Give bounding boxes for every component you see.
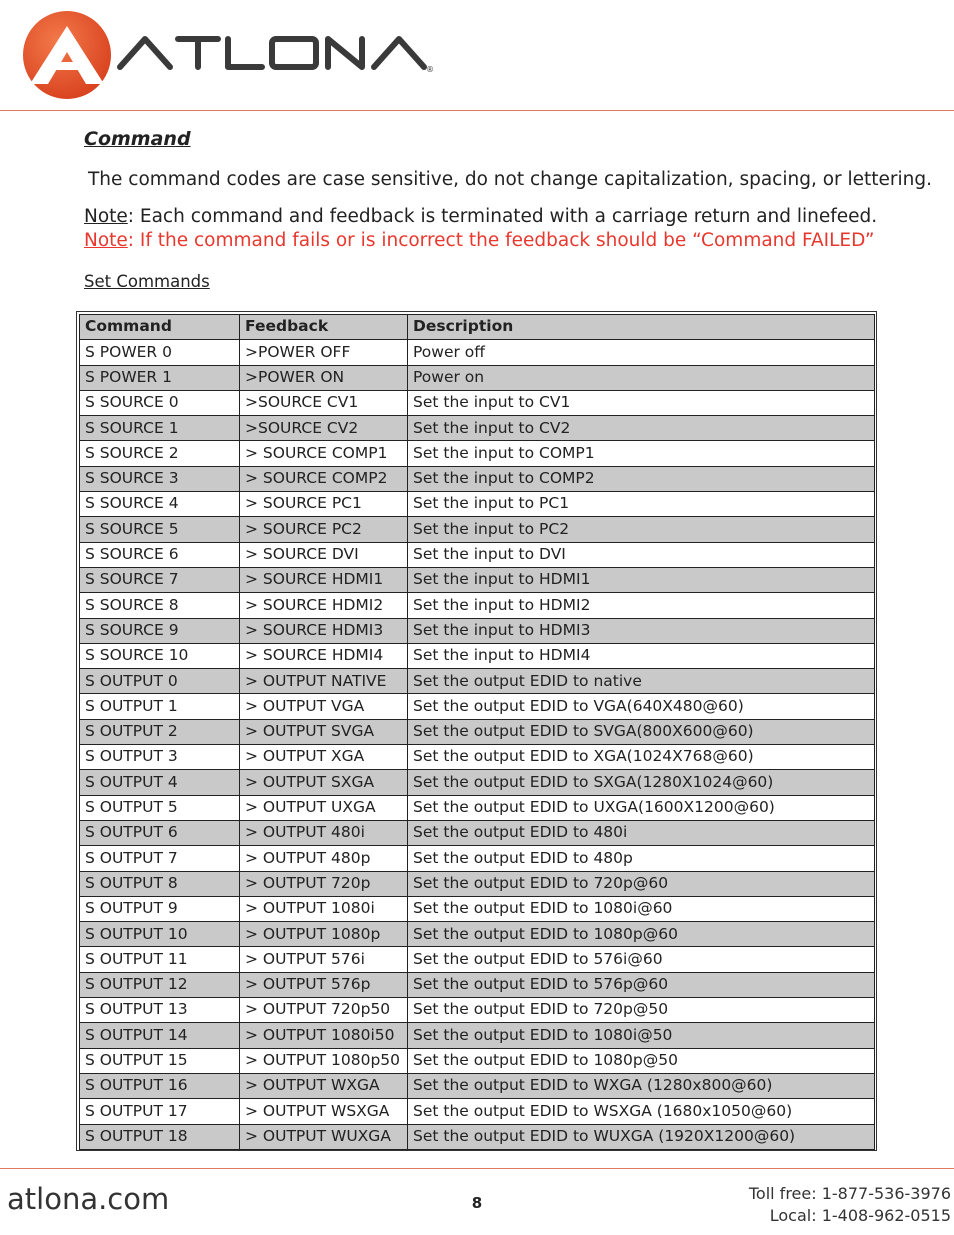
cell-description: Set the output EDID to WSXGA (1680x1050@60) xyxy=(408,1099,875,1124)
table-row xyxy=(80,972,875,997)
cell-command: S OUTPUT 9 xyxy=(80,896,240,921)
column-header-feedback: Feedback xyxy=(240,315,408,340)
cell-feedback: > SOURCE COMP2 xyxy=(240,466,408,491)
table-row xyxy=(80,820,875,845)
cell-description: Set the input to COMP1 xyxy=(408,441,875,466)
cell-feedback: > OUTPUT 1080i xyxy=(240,896,408,921)
table-header-row xyxy=(80,315,875,340)
cell-description: Set the output EDID to WXGA (1280x800@60) xyxy=(408,1073,875,1098)
section-title: Command xyxy=(84,128,191,150)
table-row xyxy=(80,492,875,517)
cell-description: Set the output EDID to 480p xyxy=(408,846,875,871)
footer-divider xyxy=(0,1168,954,1169)
cell-command: S OUTPUT 4 xyxy=(80,770,240,795)
cell-description: Set the output EDID to native xyxy=(408,669,875,694)
cell-feedback: > OUTPUT VGA xyxy=(240,694,408,719)
cell-feedback: > OUTPUT SXGA xyxy=(240,770,408,795)
cell-command: S OUTPUT 17 xyxy=(80,1099,240,1124)
cell-command: S SOURCE 8 xyxy=(80,593,240,618)
column-header-description: Description xyxy=(408,315,875,340)
cell-description: Set the output EDID to XGA(1024X768@60) xyxy=(408,745,875,770)
cell-description: Set the output EDID to 1080i@60 xyxy=(408,896,875,921)
cell-feedback: > OUTPUT WUXGA xyxy=(240,1124,408,1149)
cell-feedback: > OUTPUT 1080i50 xyxy=(240,1023,408,1048)
cell-description: Set the input to PC1 xyxy=(408,492,875,517)
cell-feedback: > OUTPUT 1080p50 xyxy=(240,1048,408,1073)
table-row xyxy=(80,1073,875,1098)
cell-description: Set the input to HDMI2 xyxy=(408,593,875,618)
atlona-logo xyxy=(22,22,432,90)
cell-command: S OUTPUT 16 xyxy=(80,1073,240,1098)
note-text: : If the command fails or is incorrect the feedback should be “Command FAILED” xyxy=(127,230,875,251)
cell-description: Power off xyxy=(408,340,875,365)
cell-description: Set the output EDID to 576i@60 xyxy=(408,947,875,972)
cell-description: Set the output EDID to 1080p@50 xyxy=(408,1048,875,1073)
cell-description: Set the input to HDMI4 xyxy=(408,643,875,668)
cell-description: Power on xyxy=(408,365,875,390)
logo-mark-icon xyxy=(23,11,111,99)
cell-command: S OUTPUT 1 xyxy=(80,694,240,719)
table-row xyxy=(80,618,875,643)
cell-command: S SOURCE 7 xyxy=(80,567,240,592)
table-row xyxy=(80,365,875,390)
table-row xyxy=(80,947,875,972)
cell-command: S OUTPUT 3 xyxy=(80,745,240,770)
table-row xyxy=(80,896,875,921)
cell-command: S OUTPUT 14 xyxy=(80,1023,240,1048)
note-label: Note xyxy=(84,230,128,251)
page-header xyxy=(0,0,954,112)
cell-command: S OUTPUT 6 xyxy=(80,820,240,845)
cell-description: Set the input to HDMI3 xyxy=(408,618,875,643)
cell-feedback: > OUTPUT 576i xyxy=(240,947,408,972)
cell-feedback: > OUTPUT WSXGA xyxy=(240,1099,408,1124)
cell-feedback: > OUTPUT 720p50 xyxy=(240,998,408,1023)
cell-command: S OUTPUT 8 xyxy=(80,871,240,896)
cell-feedback: >SOURCE CV1 xyxy=(240,390,408,415)
cell-command: S SOURCE 6 xyxy=(80,542,240,567)
command-table xyxy=(79,314,875,1150)
cell-description: Set the input to COMP2 xyxy=(408,466,875,491)
cell-feedback: > OUTPUT 480p xyxy=(240,846,408,871)
table-row xyxy=(80,795,875,820)
intro-text: The command codes are case sensitive, do not change capitalization, spacing, or lettering. xyxy=(88,169,933,190)
cell-command: S POWER 0 xyxy=(80,340,240,365)
table-row xyxy=(80,1048,875,1073)
cell-description: Set the output EDID to 720p@60 xyxy=(408,871,875,896)
cell-command: S SOURCE 3 xyxy=(80,466,240,491)
cell-command: S SOURCE 10 xyxy=(80,643,240,668)
table-row xyxy=(80,745,875,770)
cell-feedback: > SOURCE HDMI4 xyxy=(240,643,408,668)
page-number: 8 xyxy=(471,1194,483,1212)
cell-command: S OUTPUT 11 xyxy=(80,947,240,972)
cell-feedback: > OUTPUT SVGA xyxy=(240,719,408,744)
logo-wordmark xyxy=(120,39,424,67)
cell-feedback: > OUTPUT WXGA xyxy=(240,1073,408,1098)
table-row xyxy=(80,719,875,744)
cell-feedback: > SOURCE HDMI3 xyxy=(240,618,408,643)
cell-description: Set the output EDID to 576p@60 xyxy=(408,972,875,997)
note-text: : Each command and feedback is terminated with a carriage return and linefeed. xyxy=(127,206,878,227)
cell-description: Set the input to DVI xyxy=(408,542,875,567)
table-row xyxy=(80,416,875,441)
table-row xyxy=(80,871,875,896)
cell-description: Set the input to PC2 xyxy=(408,517,875,542)
table-row xyxy=(80,441,875,466)
cell-command: S OUTPUT 15 xyxy=(80,1048,240,1073)
table-row xyxy=(80,466,875,491)
cell-feedback: > SOURCE HDMI2 xyxy=(240,593,408,618)
cell-command: S POWER 1 xyxy=(80,365,240,390)
local-number: Local: 1-408-962-0515 xyxy=(769,1206,951,1225)
table-row xyxy=(80,770,875,795)
cell-feedback: > SOURCE DVI xyxy=(240,542,408,567)
table-row xyxy=(80,1124,875,1149)
cell-feedback: > OUTPUT 1080p xyxy=(240,922,408,947)
cell-command: S SOURCE 9 xyxy=(80,618,240,643)
table-row xyxy=(80,643,875,668)
toll-free-number: Toll free: 1-877-536-3976 xyxy=(748,1184,951,1203)
footer-site: atlona.com xyxy=(7,1182,170,1216)
table-row xyxy=(80,922,875,947)
table-row xyxy=(80,340,875,365)
cell-feedback: > OUTPUT 720p xyxy=(240,871,408,896)
cell-command: S OUTPUT 5 xyxy=(80,795,240,820)
table-row xyxy=(80,542,875,567)
header-divider xyxy=(0,110,954,111)
cell-command: S SOURCE 1 xyxy=(80,416,240,441)
cell-feedback: > SOURCE COMP1 xyxy=(240,441,408,466)
cell-command: S OUTPUT 2 xyxy=(80,719,240,744)
note-label: Note xyxy=(84,206,128,227)
cell-description: Set the output EDID to WUXGA (1920X1200@60) xyxy=(408,1124,875,1149)
cell-description: Set the output EDID to UXGA(1600X1200@60) xyxy=(408,795,875,820)
cell-description: Set the output EDID to 480i xyxy=(408,820,875,845)
svg-text:®: ® xyxy=(426,65,434,74)
cell-command: S OUTPUT 0 xyxy=(80,669,240,694)
cell-feedback: >POWER OFF xyxy=(240,340,408,365)
table-row xyxy=(80,390,875,415)
table-row xyxy=(80,593,875,618)
cell-feedback: > OUTPUT UXGA xyxy=(240,795,408,820)
cell-feedback: > SOURCE PC2 xyxy=(240,517,408,542)
cell-command: S OUTPUT 10 xyxy=(80,922,240,947)
table-row xyxy=(80,567,875,592)
cell-command: S OUTPUT 7 xyxy=(80,846,240,871)
cell-command: S SOURCE 0 xyxy=(80,390,240,415)
cell-feedback: > OUTPUT 576p xyxy=(240,972,408,997)
cell-description: Set the output EDID to 720p@50 xyxy=(408,998,875,1023)
table-row xyxy=(80,846,875,871)
cell-feedback: > OUTPUT NATIVE xyxy=(240,669,408,694)
cell-command: S OUTPUT 18 xyxy=(80,1124,240,1149)
cell-description: Set the input to HDMI1 xyxy=(408,567,875,592)
cell-feedback: >POWER ON xyxy=(240,365,408,390)
table-row xyxy=(80,517,875,542)
note-failure xyxy=(84,230,874,251)
cell-feedback: >SOURCE CV2 xyxy=(240,416,408,441)
footer-contact xyxy=(749,1183,951,1227)
cell-description: Set the output EDID to SVGA(800X600@60) xyxy=(408,719,875,744)
cell-description: Set the output EDID to VGA(640X480@60) xyxy=(408,694,875,719)
table-row xyxy=(80,1023,875,1048)
table-row xyxy=(80,1099,875,1124)
cell-command: S SOURCE 2 xyxy=(80,441,240,466)
cell-feedback: > OUTPUT 480i xyxy=(240,820,408,845)
table-row xyxy=(80,998,875,1023)
cell-feedback: > SOURCE PC1 xyxy=(240,492,408,517)
table-row xyxy=(80,669,875,694)
cell-feedback: > OUTPUT XGA xyxy=(240,745,408,770)
cell-description: Set the output EDID to SXGA(1280X1024@60) xyxy=(408,770,875,795)
cell-command: S OUTPUT 12 xyxy=(80,972,240,997)
table-row xyxy=(80,694,875,719)
cell-description: Set the input to CV1 xyxy=(408,390,875,415)
cell-command: S SOURCE 4 xyxy=(80,492,240,517)
cell-description: Set the input to CV2 xyxy=(408,416,875,441)
cell-command: S OUTPUT 13 xyxy=(80,998,240,1023)
cell-description: Set the output EDID to 1080i@50 xyxy=(408,1023,875,1048)
column-header-command: Command xyxy=(80,315,240,340)
set-commands-heading: Set Commands xyxy=(84,272,210,291)
cell-command: S SOURCE 5 xyxy=(80,517,240,542)
cell-description: Set the output EDID to 1080p@60 xyxy=(408,922,875,947)
note-terminator xyxy=(84,206,877,227)
cell-feedback: > SOURCE HDMI1 xyxy=(240,567,408,592)
